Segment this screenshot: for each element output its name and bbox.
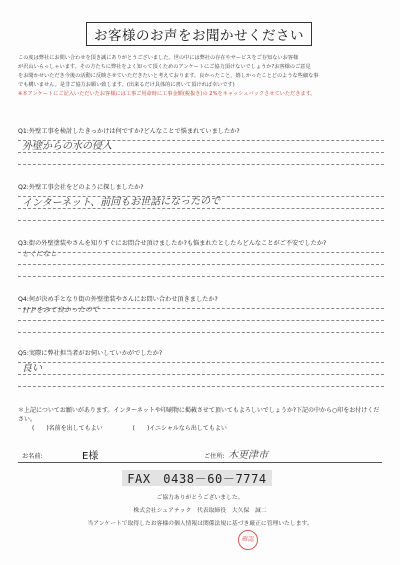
question-block-q4 bbox=[18, 296, 384, 344]
answer-line bbox=[18, 276, 384, 277]
question-label-q3: Q3:街の外壁塗装やさんを知りすぐにお問合せ頂けましたか?も悩まれたとしたらどんなことがご不安でしたか? bbox=[18, 240, 327, 247]
question-label-q2: Q2:外壁工事会社をどのように探しましたか? bbox=[18, 184, 144, 191]
intro-text bbox=[18, 54, 386, 99]
answer-line bbox=[18, 332, 384, 333]
intro-line: でも構いません。是非ご協力お願い致します。(出来るだけ具体的に書いて頂ければ幸いです) bbox=[18, 82, 235, 88]
question-label-q1: Q1:外壁工事を検討したきっかけは何ですか?どんなことで悩まれていましたか? bbox=[18, 128, 240, 135]
question-block-q2 bbox=[18, 184, 384, 232]
name-address-row bbox=[18, 448, 382, 463]
question-block-q3 bbox=[18, 240, 384, 288]
answer-line bbox=[18, 152, 384, 153]
answer-q4: ＨＰをみて良かったので bbox=[21, 305, 100, 315]
consent-text: ＊上記についてお願いがあります。インターネットや印刷物に掲載させて頂いてもよろしいでしょうか?下記の中から○印をお付けください。 bbox=[18, 407, 380, 423]
address-label: ご住所: bbox=[204, 453, 225, 460]
company-line: 株式会社シェアテック 代表取締役 大久保 誠二 bbox=[133, 508, 267, 514]
answer-q2: インターネット、前回もお世話になったので bbox=[21, 195, 221, 210]
answer-area-q1 bbox=[18, 140, 384, 165]
answer-line bbox=[18, 362, 384, 363]
cashback-note: ※本アンケートにご記入いただいたお客様には工事ご用命時に工事金額(税抜き)の 2%をキャッシュバックさせていただきます。 bbox=[18, 91, 316, 97]
answer-line bbox=[18, 220, 384, 221]
address-value: 木更津市 bbox=[228, 450, 268, 461]
answer-line bbox=[18, 374, 384, 375]
answer-area-q3 bbox=[18, 249, 384, 277]
answer-line bbox=[18, 386, 384, 387]
intro-line: が沢山いらっしゃいます。その方たちに弊社をよく知って頂くためのアンケートにご協力頂けないでしょうか?お客様のご意見 bbox=[18, 64, 311, 70]
fax-number: FAX 0438－60－7774 bbox=[122, 470, 272, 486]
intro-line: この度は弊社にお問い合わせを頂き誠にありがとうございました。世の中には弊社の存在やサービスをご存知ないお客様 bbox=[18, 55, 299, 61]
thanks-text: ご協力ありがとうございました。 bbox=[156, 495, 244, 501]
question-label-q5: Q5:実際に弊社担当者がお伺いしていかがでしたか? bbox=[18, 350, 163, 357]
privacy-notice: 当アンケートで取得したお客様の個人情報は関係法規に基づき厳正に管理いたします。 bbox=[87, 521, 313, 527]
answer-area-q2 bbox=[18, 196, 384, 221]
name-label: お名前: bbox=[22, 453, 43, 460]
question-block-q5 bbox=[18, 350, 384, 398]
answer-line bbox=[18, 320, 384, 321]
answer-q3: とくになし bbox=[21, 249, 58, 259]
name-value: E様 bbox=[82, 451, 99, 462]
answer-q5: 良い bbox=[21, 362, 43, 375]
question-block-q1 bbox=[18, 128, 384, 176]
answer-area-q5 bbox=[18, 362, 384, 387]
question-label-q4: Q4:何が決め手となり街の外壁塗装やさんにお問い合わせ頂きましたか? bbox=[18, 296, 218, 303]
publication-consent bbox=[18, 406, 384, 433]
consent-options bbox=[18, 424, 384, 433]
answer-line bbox=[18, 264, 384, 265]
option-name-ok[interactable]: ( )名前を出してもよい bbox=[32, 425, 103, 432]
intro-line: をお聞かせいただき今後の活動に反映させていただきたいと考えております。良かったこと、嬉しかったことどのような些細な事 bbox=[18, 73, 319, 79]
answer-line bbox=[18, 252, 384, 253]
answer-q1: 外壁からの水の侵入 bbox=[21, 140, 113, 153]
option-initials-ok[interactable]: ( )イニシャルなら出してもよい bbox=[132, 425, 227, 432]
page-title: お客様のお声をお聞かせください bbox=[86, 22, 312, 46]
answer-line bbox=[18, 164, 384, 165]
answer-area-q4 bbox=[18, 305, 384, 333]
approval-stamp: 確認 bbox=[238, 530, 258, 550]
